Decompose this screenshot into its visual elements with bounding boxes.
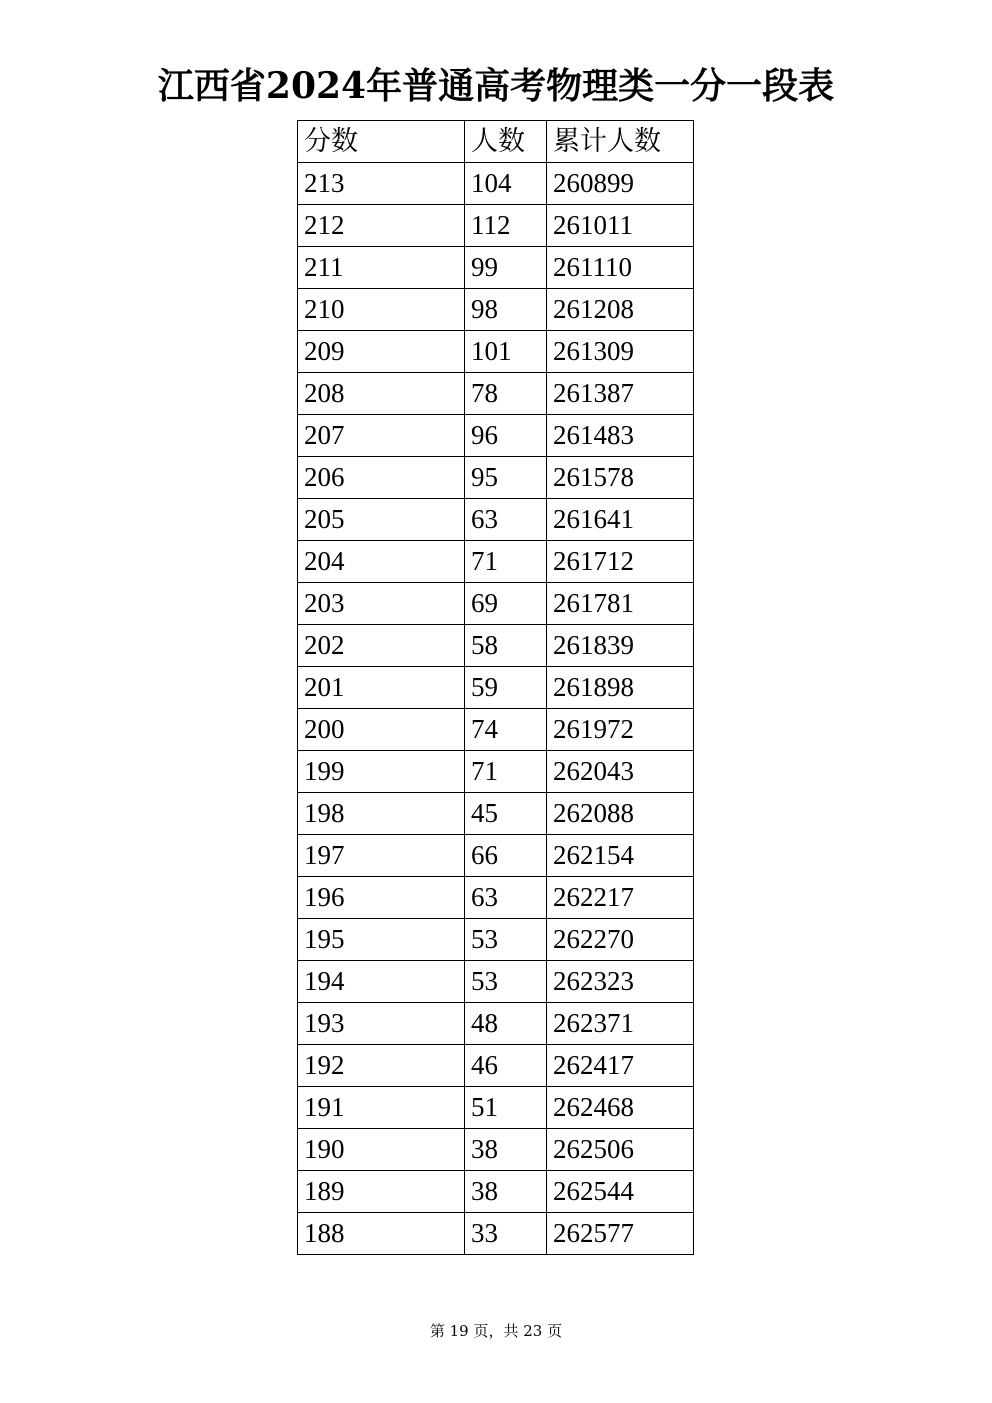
cell-count: 66 — [465, 835, 547, 877]
table-row — [298, 415, 694, 457]
table-row — [298, 499, 694, 541]
cell-score: 201 — [298, 667, 465, 709]
table-row — [298, 163, 694, 205]
cell-count: 71 — [465, 541, 547, 583]
cell-count: 51 — [465, 1087, 547, 1129]
table-row — [298, 1213, 694, 1255]
cell-count: 78 — [465, 373, 547, 415]
cell-score: 205 — [298, 499, 465, 541]
cell-count: 48 — [465, 1003, 547, 1045]
cell-cumulative: 262371 — [547, 1003, 694, 1045]
table-row — [298, 751, 694, 793]
cell-count: 95 — [465, 457, 547, 499]
cell-score: 202 — [298, 625, 465, 667]
cell-cumulative: 260899 — [547, 163, 694, 205]
cell-score: 203 — [298, 583, 465, 625]
table-row — [298, 961, 694, 1003]
cell-cumulative: 262217 — [547, 877, 694, 919]
header-score: 分数 — [298, 121, 465, 163]
cell-score: 212 — [298, 205, 465, 247]
cell-score: 191 — [298, 1087, 465, 1129]
cell-count: 101 — [465, 331, 547, 373]
cell-score: 192 — [298, 1045, 465, 1087]
cell-score: 198 — [298, 793, 465, 835]
table-row — [298, 457, 694, 499]
cell-count: 74 — [465, 709, 547, 751]
table-row — [298, 835, 694, 877]
table-header-row — [298, 121, 694, 163]
cell-score: 189 — [298, 1171, 465, 1213]
cell-count: 63 — [465, 499, 547, 541]
cell-cumulative: 262468 — [547, 1087, 694, 1129]
cell-cumulative: 261898 — [547, 667, 694, 709]
cell-score: 207 — [298, 415, 465, 457]
cell-cumulative: 262270 — [547, 919, 694, 961]
header-count: 人数 — [465, 121, 547, 163]
cell-score: 200 — [298, 709, 465, 751]
cell-count: 58 — [465, 625, 547, 667]
cell-score: 211 — [298, 247, 465, 289]
table-row — [298, 373, 694, 415]
table-row — [298, 1129, 694, 1171]
cell-count: 69 — [465, 583, 547, 625]
cell-count: 33 — [465, 1213, 547, 1255]
score-distribution-table — [297, 120, 694, 1255]
cell-score: 190 — [298, 1129, 465, 1171]
table-body — [298, 163, 694, 1255]
cell-cumulative: 261309 — [547, 331, 694, 373]
cell-score: 196 — [298, 877, 465, 919]
cell-cumulative: 261387 — [547, 373, 694, 415]
cell-cumulative: 261641 — [547, 499, 694, 541]
cell-count: 112 — [465, 205, 547, 247]
table-row — [298, 331, 694, 373]
table-row — [298, 1171, 694, 1213]
table-row — [298, 1087, 694, 1129]
table-row — [298, 919, 694, 961]
cell-count: 46 — [465, 1045, 547, 1087]
cell-count: 104 — [465, 163, 547, 205]
cell-score: 210 — [298, 289, 465, 331]
cell-count: 96 — [465, 415, 547, 457]
cell-cumulative: 262577 — [547, 1213, 694, 1255]
table-row — [298, 289, 694, 331]
cell-cumulative: 262043 — [547, 751, 694, 793]
cell-cumulative: 261578 — [547, 457, 694, 499]
cell-score: 195 — [298, 919, 465, 961]
cell-count: 53 — [465, 919, 547, 961]
cell-cumulative: 261208 — [547, 289, 694, 331]
cell-score: 193 — [298, 1003, 465, 1045]
table-row — [298, 709, 694, 751]
cell-cumulative: 261839 — [547, 625, 694, 667]
header-cumulative: 累计人数 — [547, 121, 694, 163]
cell-count: 38 — [465, 1171, 547, 1213]
cell-cumulative: 262088 — [547, 793, 694, 835]
table-row — [298, 1003, 694, 1045]
cell-count: 71 — [465, 751, 547, 793]
cell-score: 204 — [298, 541, 465, 583]
table-row — [298, 205, 694, 247]
cell-cumulative: 262544 — [547, 1171, 694, 1213]
cell-cumulative: 261110 — [547, 247, 694, 289]
table-row — [298, 1045, 694, 1087]
cell-count: 38 — [465, 1129, 547, 1171]
cell-count: 45 — [465, 793, 547, 835]
cell-cumulative: 261972 — [547, 709, 694, 751]
cell-score: 188 — [298, 1213, 465, 1255]
cell-count: 53 — [465, 961, 547, 1003]
cell-score: 197 — [298, 835, 465, 877]
cell-score: 199 — [298, 751, 465, 793]
cell-cumulative: 261781 — [547, 583, 694, 625]
cell-cumulative: 261011 — [547, 205, 694, 247]
table-row — [298, 877, 694, 919]
table-row — [298, 541, 694, 583]
cell-score: 208 — [298, 373, 465, 415]
table-row — [298, 583, 694, 625]
cell-count: 99 — [465, 247, 547, 289]
page-number-footer: 第 19 页，共 23 页 — [429, 1322, 563, 1340]
cell-cumulative: 262417 — [547, 1045, 694, 1087]
page-title: 江西省2024年普通高考物理类一分一段表 — [157, 65, 835, 107]
cell-score: 194 — [298, 961, 465, 1003]
cell-cumulative: 262154 — [547, 835, 694, 877]
table-row — [298, 625, 694, 667]
cell-score: 213 — [298, 163, 465, 205]
cell-count: 59 — [465, 667, 547, 709]
cell-cumulative: 262323 — [547, 961, 694, 1003]
cell-cumulative: 261483 — [547, 415, 694, 457]
cell-score: 206 — [298, 457, 465, 499]
cell-count: 98 — [465, 289, 547, 331]
cell-cumulative: 262506 — [547, 1129, 694, 1171]
cell-count: 63 — [465, 877, 547, 919]
cell-cumulative: 261712 — [547, 541, 694, 583]
table-row — [298, 793, 694, 835]
cell-score: 209 — [298, 331, 465, 373]
table-row — [298, 667, 694, 709]
table-row — [298, 247, 694, 289]
